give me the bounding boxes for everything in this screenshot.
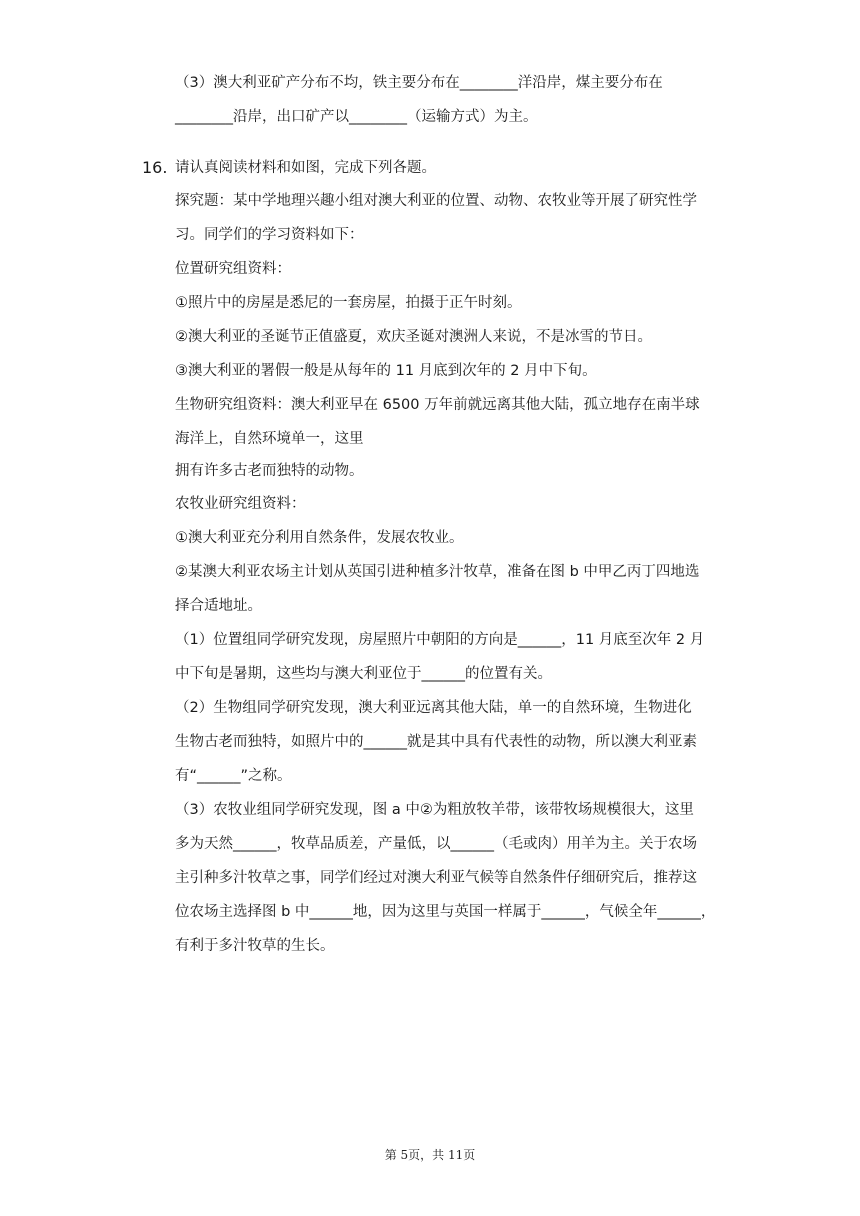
subquestion-3-line: 位农场主选择图 b 中______地，因为这里与英国一样属于______，气候全年______， bbox=[175, 904, 716, 920]
subquestion-3-line: 主引种多汁牧草之事，同学们经过对澳大利亚气候等自然条件仔细研究后，推荐这 bbox=[175, 870, 697, 886]
question-number: 16. bbox=[142, 158, 168, 177]
page-number-footer: 第 5页，共 11页 bbox=[384, 1148, 476, 1162]
question-line: ①澳大利亚充分利用自然条件，发展农牧业。 bbox=[175, 530, 464, 546]
subquestion-3-line: 有利于多汁牧草的生长。 bbox=[175, 938, 335, 954]
question-line: ②澳大利亚的圣诞节正值盛夏，欢庆圣诞对澳洲人来说，不是冰雪的节日。 bbox=[175, 329, 652, 345]
prev-question-line-1: （3）澳大利亚矿产分布不均，铁主要分布在________洋沿岸，煤主要分布在 bbox=[175, 75, 663, 91]
question-line: 生物研究组资料：澳大利亚早在 6500 万年前就远离其他大陆，孤立地存在南半球 bbox=[175, 397, 700, 413]
prev-question-line-2: ________沿岸，出口矿产以________（运输方式）为主。 bbox=[175, 109, 538, 125]
subquestion-2-line: 有“______”之称。 bbox=[175, 768, 292, 784]
question-line: ②某澳大利亚农场主计划从英国引进种植多汁牧草，准备在图 b 中甲乙丙丁四地选 bbox=[175, 564, 700, 580]
subquestion-3-line: （3）农牧业组同学研究发现，图 a 中②为粗放牧羊带，该带牧场规模很大，这里 bbox=[175, 802, 694, 818]
question-line: ③澳大利亚的署假一般是从每年的 11 月底到次年的 2 月中下旬。 bbox=[175, 363, 597, 379]
question-line: 习。同学们的学习资料如下： bbox=[175, 227, 364, 243]
subquestion-3-line: 多为天然______，牧草品质差，产量低，以______（毛或肉）用羊为主。关于农场 bbox=[175, 836, 697, 852]
subquestion-2-line: 生物古老而独特，如照片中的______就是其中具有代表性的动物，所以澳大利亚素 bbox=[175, 734, 697, 750]
subquestion-1-line: （1）位置组同学研究发现，房屋照片中朝阳的方向是______，11 月底至次年 2 月 bbox=[175, 632, 705, 648]
question-line: ①照片中的房屋是悉尼的一套房屋，拍摄于正午时刻。 bbox=[175, 295, 522, 311]
subquestion-2-line: （2）生物组同学研究发现，澳大利亚远离其他大陆，单一的自然环境，生物进化 bbox=[175, 700, 692, 716]
question-line: 农牧业研究组资料： bbox=[175, 496, 306, 512]
question-line: 海洋上，自然环境单一，这里 bbox=[175, 431, 364, 447]
subquestion-1-line: 中下旬是暑期，这些均与澳大利亚位于______的位置有关。 bbox=[175, 666, 552, 682]
question-line: 请认真阅读材料和如图，完成下列各题。 bbox=[175, 160, 436, 176]
question-line: 拥有许多古老而独特的动物。 bbox=[175, 463, 364, 479]
question-line: 择合适地址。 bbox=[175, 598, 262, 614]
question-line: 位置研究组资料： bbox=[175, 261, 291, 277]
question-line: 探究题：某中学地理兴趣小组对澳大利亚的位置、动物、农牧业等开展了研究性学 bbox=[175, 193, 697, 209]
